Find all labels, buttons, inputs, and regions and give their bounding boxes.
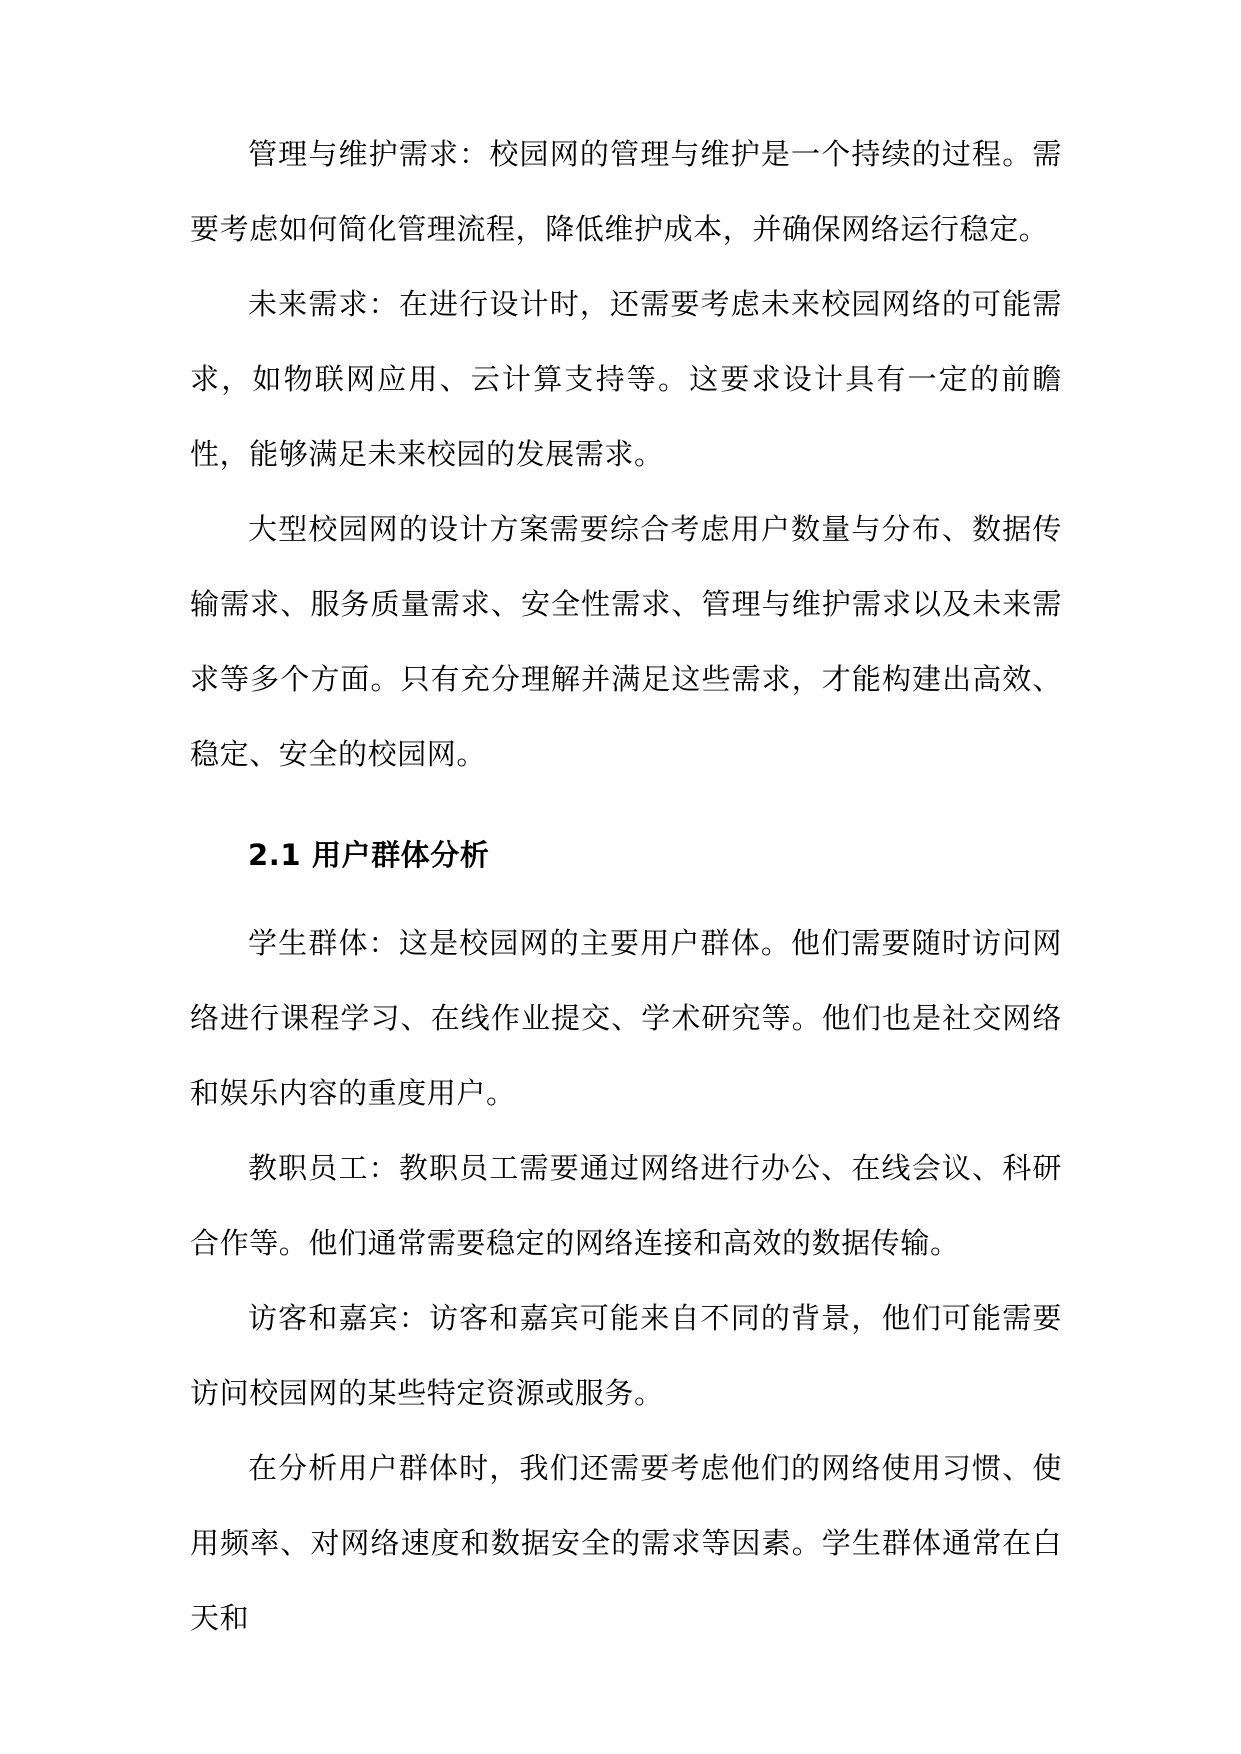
paragraph-staff-group: 教职员工：教职员工需要通过网络进行办公、在线会议、科研合作等。他们通常需要稳定的网络连接和高效的数据传输。 [190, 1151, 1062, 1260]
paragraph-management-requirements: 管理与维护需求：校园网的管理与维护是一个持续的过程。需要考虑如何简化管理流程，降低维护成本，并确保网络运行稳定。 [190, 137, 1062, 246]
paragraph-student-group: 学生群体：这是校园网的主要用户群体。他们需要随时访问网络进行课程学习、在线作业提交、学术研究等。他们也是社交网络和娱乐内容的重度用户。 [190, 926, 1062, 1110]
paragraph-summary: 大型校园网的设计方案需要综合考虑用户数量与分布、数据传输需求、服务质量需求、安全性需求、管理与维护需求以及未来需求等多个方面。只有充分理解并满足这些需求，才能构建出高效、稳定、安全的校园网。 [190, 512, 1062, 771]
paragraph-usage-analysis: 在分析用户群体时，我们还需要考虑他们的网络使用习惯、使用频率、对网络速度和数据安全的需求等因素。学生群体通常在白天和 [190, 1451, 1062, 1635]
section-heading: 2.1 用户群体分析 [248, 838, 490, 872]
paragraph-visitor-group: 访客和嘉宾：访客和嘉宾可能来自不同的背景，他们可能需要访问校园网的某些特定资源或服务。 [190, 1301, 1062, 1410]
paragraph-future-requirements: 未来需求：在进行设计时，还需要考虑未来校园网络的可能需求，如物联网应用、云计算支持等。这要求设计具有一定的前瞻性，能够满足未来校园的发展需求。 [190, 287, 1062, 471]
